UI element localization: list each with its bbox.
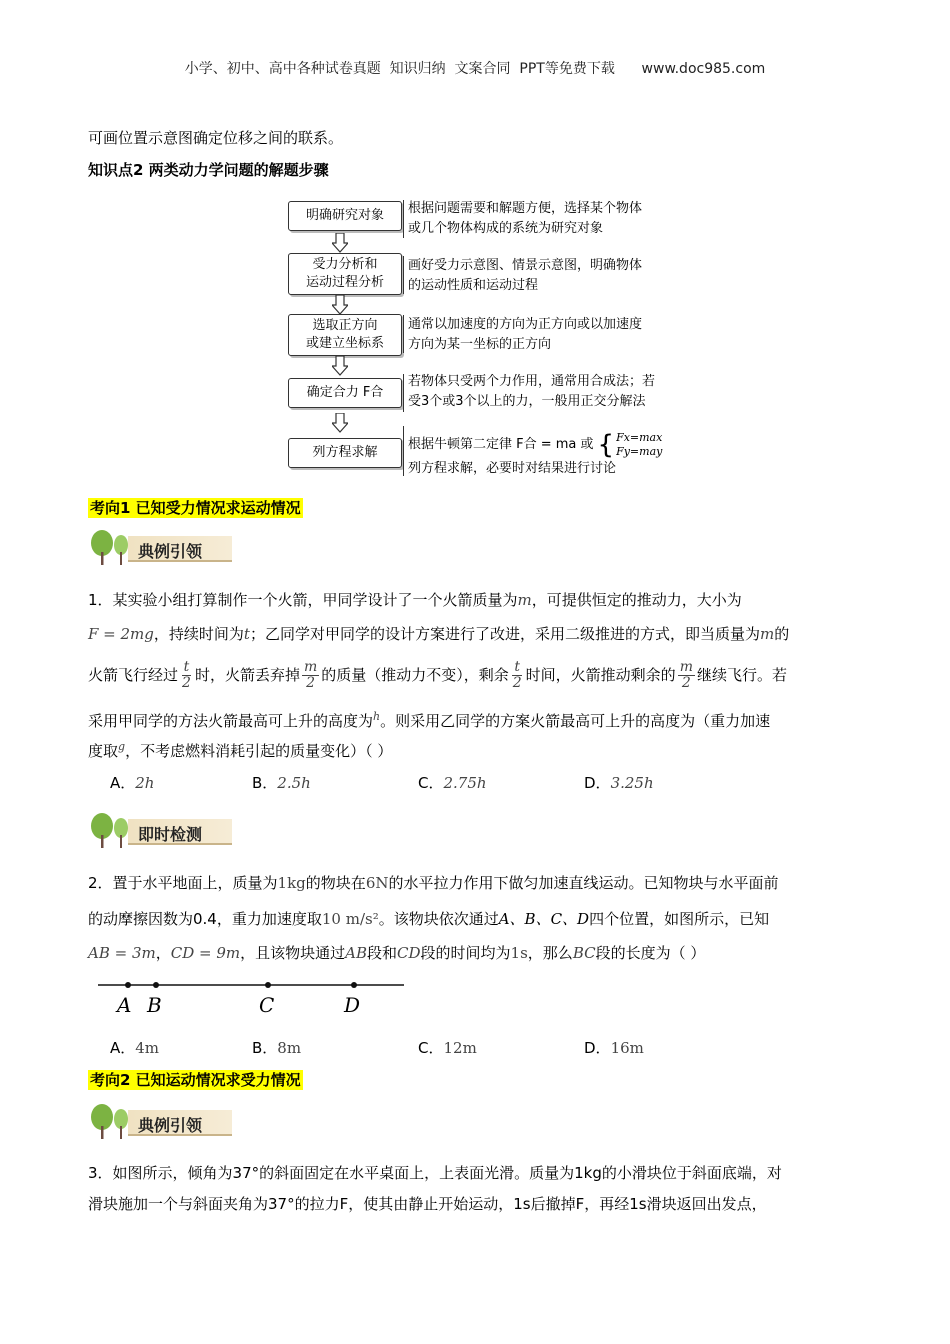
q2-text: 段和 (367, 944, 398, 962)
q1-option-d[interactable] (584, 772, 654, 793)
flow-box-4-label: 确定合力 F合 (306, 385, 384, 401)
q1-var-m: m (759, 625, 775, 643)
q2-text: 四个位置，如图所示，已知 (589, 910, 770, 928)
option-value: 3.25h (610, 774, 654, 792)
flow-desc-1-line2: 或几个物体构成的系统为研究对象 (408, 220, 604, 236)
flow-desc-5-line2: 列方程求解，必要时对结果进行讨论 (408, 460, 617, 476)
flow-box-1 (288, 201, 402, 231)
q1-text: 的 (774, 625, 790, 643)
flow-arrow-icon (332, 295, 348, 315)
q1-text: 时，火箭丢弃掉 (194, 665, 300, 684)
option-label: D． (584, 774, 611, 792)
q2-text: 的物块在 (305, 874, 366, 892)
q1-text: 时间，火箭推动剩余的 (525, 665, 676, 684)
q2-line-figure (96, 976, 408, 1020)
q1-text: 。则采用乙同学的方案火箭最高可上升的高度为（重力加速 (380, 712, 771, 730)
frac-num: t (514, 659, 521, 675)
flow-box-3-line2: 或建立坐标系 (305, 336, 384, 351)
flow-bracket-2 (403, 256, 407, 294)
flow-box-4 (288, 378, 402, 408)
flow-arrow-icon (332, 233, 348, 253)
frac-den: 2 (681, 674, 691, 691)
frac-num: t (183, 659, 190, 675)
q1-line-5 (88, 741, 392, 759)
point-a-dot (125, 982, 131, 988)
flow-arrow-icon (332, 356, 348, 376)
option-value: 16m (610, 1039, 644, 1057)
option-label: D． (584, 1039, 611, 1057)
q1-text: ，可提供恒定的推动力，大小为 (531, 591, 742, 609)
flow-bracket-4 (403, 374, 407, 412)
example-banner (88, 530, 238, 566)
flow-desc-2-line2: 的运动性质和运动过程 (408, 277, 539, 293)
point-c-label: C (259, 993, 275, 1017)
flow-bracket-3 (403, 315, 407, 353)
point-a-label: A (117, 993, 132, 1017)
q1-frac-m-2 (302, 660, 319, 690)
frac-den: 2 (306, 674, 316, 691)
tree-icon (88, 1104, 132, 1140)
q3-line-2: 滑块施加一个与斜面夹角为37°的拉力F，使其由静止开始运动，1s后撤掉F，再经1s滑块返回出发点， (88, 1195, 767, 1213)
q2-line-2 (88, 912, 769, 927)
q2-text: ，那么 (527, 944, 573, 962)
q2-text: ，且该物块通过 (240, 944, 346, 962)
flow-box-2-line1: 受力分析和 (312, 257, 378, 273)
option-value: 2.5h (277, 774, 311, 792)
page-header: 小学、初中、高中各种试卷真题 知识归纳 文案合同 PPT等免费下载 www.doc985.com (184, 61, 766, 77)
q1-frac-m-2 (678, 660, 695, 690)
q1-option-c[interactable] (418, 772, 487, 793)
q1-text: 火箭飞行经过 (88, 665, 179, 684)
flow-box-5-label: 列方程求解 (312, 445, 378, 461)
q2-ab-seg: AB (345, 944, 367, 962)
q1-line-4 (88, 711, 770, 729)
system-eq-1: Fx=max (616, 431, 663, 444)
option-value: 8m (277, 1039, 302, 1057)
q1-text: ；乙同学对甲同学的设计方案进行了改进，采用二级推进的方式，即当质量为 (249, 625, 760, 643)
q3-line-1: 3．如图所示，倾角为37°的斜面固定在水平桌面上，上表面光滑。质量为1kg的小滑块位于斜面底端，对 (88, 1164, 782, 1182)
flow-box-3 (288, 314, 402, 356)
section-1-title (88, 497, 303, 518)
q2-text: 段的时间均为 (420, 944, 511, 962)
flow-box-2-line2: 运动过程分析 (305, 275, 384, 290)
q2-time: 1s (510, 944, 528, 962)
flow-desc-4 (408, 372, 655, 411)
flow-desc-3-line1: 通常以加速度的方向为正方向或以加速度 (408, 317, 643, 332)
flow-bracket-5 (403, 426, 407, 476)
q1-text: 继续飞行。若 (696, 665, 787, 684)
q1-line-3 (88, 660, 787, 690)
frac-num: m (679, 659, 693, 675)
q1-text: ，持续时间为 (153, 625, 244, 643)
flow-desc-3 (408, 315, 642, 354)
knowledge-title: 知识点2 两类动力学问题的解题步骤 (88, 161, 329, 179)
point-c-dot (265, 982, 271, 988)
section-2-title-text: 考向2 已知运动情况求受力情况 (90, 1071, 301, 1089)
example-banner-label: 典例引领 (138, 542, 203, 561)
flow-arrow-icon (332, 413, 348, 433)
q2-line-3: AB = 3m，CD = 9m，且该物块通过AB段和CD段的时间均为1s，那么BC段的长度为（ ） (88, 944, 706, 962)
q1-frac-t-2 (180, 660, 193, 690)
check-banner (88, 813, 238, 849)
point-b-label: B (147, 993, 162, 1017)
example-banner-2 (88, 1104, 238, 1140)
option-label: A． (110, 1039, 136, 1057)
q2-text: 的水平拉力作用下做匀加速直线运动。已知物块与水平面前 (388, 874, 779, 892)
flow-desc-4-line1: 若物体只受两个力作用，通常用合成法；若 (408, 374, 656, 389)
q1-line-1 (88, 593, 742, 608)
flow-desc-1-line1: 根据问题需要和解题方便，选择某个物体 (408, 201, 643, 216)
q1-var-m: m (517, 591, 532, 609)
q1-option-a[interactable] (110, 772, 154, 793)
q2-text: 。该物块依次通过 (378, 910, 499, 928)
system-eq-2: Fy=may (616, 444, 663, 458)
q2-text: 2．置于水平地面上，质量为 (88, 874, 278, 892)
frac-den: 2 (512, 674, 522, 691)
q1-text: 度取 (88, 742, 119, 760)
q1-var-t: t (243, 625, 250, 643)
frac-den: 2 (182, 674, 191, 691)
check-banner-label: 即时检测 (138, 825, 203, 844)
option-value: 2h (135, 774, 155, 792)
q1-text: 采用甲同学的方法火箭最高可上升的高度为 (88, 712, 374, 730)
flow-desc-1 (408, 199, 642, 238)
tree-icon (88, 813, 132, 849)
q1-line-2 (88, 627, 789, 642)
q2-option-b[interactable] (252, 1037, 301, 1058)
section-1-title-text: 考向1 已知受力情况求运动情况 (90, 499, 301, 517)
q1-var-h: h (373, 710, 381, 723)
q1-text: ，不考虑燃料消耗引起的质量变化）（ ） (125, 742, 393, 760)
q1-text: 的质量（推动力不变），剩余 (321, 665, 509, 684)
option-value: 4m (135, 1039, 160, 1057)
q1-frac-t-2 (511, 660, 524, 690)
q1-force-eq: F = 2mg (88, 625, 154, 643)
flow-box-3-line1: 选取正方向 (312, 318, 378, 334)
q2-option-c[interactable] (418, 1037, 477, 1058)
q2-option-a[interactable] (110, 1037, 159, 1058)
flow-desc-2 (408, 256, 642, 295)
q2-ab: AB = 3m (88, 944, 156, 962)
q2-force: 6N (365, 874, 389, 892)
option-label: A． (110, 774, 136, 792)
q2-gravity: 10 m/s² (321, 910, 379, 928)
section-2-title (88, 1069, 303, 1090)
q1-text: 1．某实验小组打算制作一个火箭，甲同学设计了一个火箭质量为 (88, 591, 518, 609)
q2-points: A、B、C、D (498, 910, 590, 928)
option-value: 12m (443, 1039, 477, 1057)
q2-text: 段的长度为（ ） (595, 944, 706, 962)
q1-var-g: g (118, 740, 126, 753)
q2-cd-seg: CD (397, 944, 421, 962)
q2-mass: 1kg (277, 874, 306, 892)
q2-option-d[interactable] (584, 1037, 644, 1058)
point-d-dot (351, 982, 357, 988)
example-banner-2-label: 典例引领 (138, 1116, 203, 1135)
flow-bracket-1 (403, 200, 407, 238)
point-b-dot (153, 982, 159, 988)
option-label: C． (418, 774, 444, 792)
q2-cd: CD = 9m (170, 944, 241, 962)
flow-box-2 (288, 253, 402, 295)
option-label: C． (418, 1039, 444, 1057)
flow-box-5 (288, 438, 402, 468)
q2-text: 的动摩擦因数为0.4，重力加速度取 (88, 910, 322, 928)
flow-desc-2-line1: 画好受力示意图、情景示意图，明确物体 (408, 258, 643, 273)
tree-icon (88, 530, 132, 566)
option-label: B． (252, 774, 278, 792)
q1-option-b[interactable] (252, 772, 311, 793)
flow-box-1-label: 明确研究对象 (305, 208, 384, 224)
q2-line-1 (88, 876, 779, 891)
point-d-label: D (344, 993, 361, 1017)
option-value: 2.75h (443, 774, 487, 792)
frac-num: m (303, 659, 318, 675)
q2-bc-seg: BC (572, 944, 596, 962)
option-label: B． (252, 1039, 278, 1057)
flow-desc-4-line2: 受3个或3个以上的力，一般用正交分解法 (408, 393, 646, 409)
brace-icon: { (597, 429, 615, 460)
flow-desc-5 (408, 431, 662, 478)
flow-desc-5-line1: 根据牛顿第二定律 F合 = ma 或 (408, 437, 594, 452)
intro-line: 可画位置示意图确定位移之间的联系。 (88, 129, 344, 147)
flow-desc-3-line2: 方向为某一坐标的正方向 (408, 336, 552, 352)
